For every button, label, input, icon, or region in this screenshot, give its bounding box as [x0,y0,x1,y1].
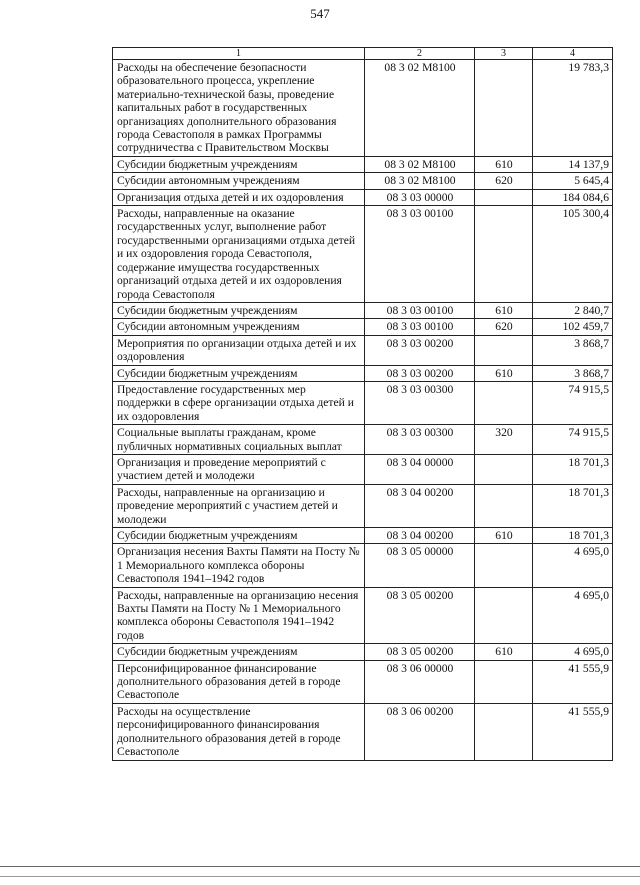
table-row [113,544,613,587]
row-expense-type: 610 [475,365,533,381]
row-expense-type [475,660,533,703]
row-name: Персонифицированное финансирование дополнительного образования детей в городе Севастополе [113,660,365,703]
row-expense-type: 610 [475,644,533,660]
row-code: 08 3 02 M8100 [365,173,475,189]
row-amount: 3 868,7 [533,335,613,365]
table-row [113,206,613,303]
header-col-3: 3 [475,48,533,60]
row-expense-type [475,335,533,365]
row-expense-type [475,454,533,484]
table-row [113,660,613,703]
budget-table [112,47,613,761]
row-name: Субсидии автономным учреждениям [113,319,365,335]
row-amount: 19 783,3 [533,60,613,157]
row-code: 08 3 06 00200 [365,703,475,760]
table-row [113,365,613,381]
row-amount: 105 300,4 [533,206,613,303]
row-name: Организация несения Вахты Памяти на Посту № 1 Мемориального комплекса обороны Севастополя 1941–1942 годов [113,544,365,587]
page-number: 547 [310,6,330,21]
row-expense-type: 610 [475,156,533,172]
header-col-1: 1 [113,48,365,60]
header-col-4: 4 [533,48,613,60]
table-row [113,335,613,365]
row-amount: 18 701,3 [533,484,613,527]
header-col-2: 2 [365,48,475,60]
table-row [113,319,613,335]
table-header-row [113,48,613,60]
row-name: Социальные выплаты гражданам, кроме публичных нормативных социальных выплат [113,425,365,455]
row-amount: 41 555,9 [533,660,613,703]
row-code: 08 3 06 00000 [365,660,475,703]
row-code: 08 3 05 00200 [365,644,475,660]
row-name: Субсидии бюджетным учреждениям [113,156,365,172]
row-code: 08 3 05 00000 [365,544,475,587]
row-expense-type: 610 [475,302,533,318]
row-expense-type [475,60,533,157]
table-row [113,156,613,172]
row-code: 08 3 03 00200 [365,365,475,381]
row-name: Субсидии бюджетным учреждениям [113,365,365,381]
row-amount: 14 137,9 [533,156,613,172]
row-code: 08 3 03 00100 [365,319,475,335]
table-row [113,302,613,318]
row-code: 08 3 03 00100 [365,302,475,318]
row-name: Расходы на осуществление персонифицированного финансирования дополнительного образования детей в городе Севастополе [113,703,365,760]
row-amount: 74 915,5 [533,425,613,455]
row-name: Субсидии бюджетным учреждениям [113,644,365,660]
row-name: Организация отдыха детей и их оздоровления [113,189,365,205]
row-expense-type [475,189,533,205]
row-amount: 4 695,0 [533,644,613,660]
row-name: Расходы, направленные на организацию несения Вахты Памяти на Посту № 1 Мемориального комплекса обороны Севастополя 1941–1942 годов [113,587,365,644]
row-code: 08 3 04 00000 [365,454,475,484]
row-amount: 74 915,5 [533,381,613,424]
row-code: 08 3 03 00000 [365,189,475,205]
table-row [113,454,613,484]
table-row [113,644,613,660]
table-row [113,189,613,205]
row-code: 08 3 02 M8100 [365,60,475,157]
row-amount: 5 645,4 [533,173,613,189]
row-code: 08 3 02 M8100 [365,156,475,172]
row-amount: 102 459,7 [533,319,613,335]
row-name: Предоставление государственных мер поддержки в сфере организации отдыха детей и их оздоровления [113,381,365,424]
row-code: 08 3 04 00200 [365,528,475,544]
row-amount: 4 695,0 [533,544,613,587]
row-code: 08 3 04 00200 [365,484,475,527]
row-code: 08 3 03 00300 [365,381,475,424]
table-row [113,173,613,189]
row-expense-type: 610 [475,528,533,544]
row-amount: 3 868,7 [533,365,613,381]
table-row [113,528,613,544]
row-amount: 184 084,6 [533,189,613,205]
row-expense-type: 320 [475,425,533,455]
row-code: 08 3 03 00200 [365,335,475,365]
scan-edge-line [0,866,640,867]
table-row [113,703,613,760]
row-name: Мероприятия по организации отдыха детей и их оздоровления [113,335,365,365]
row-name: Субсидии бюджетным учреждениям [113,302,365,318]
row-amount: 18 701,3 [533,528,613,544]
row-expense-type [475,206,533,303]
row-name: Субсидии автономным учреждениям [113,173,365,189]
row-name: Субсидии бюджетным учреждениям [113,528,365,544]
row-code: 08 3 05 00200 [365,587,475,644]
row-expense-type [475,703,533,760]
row-name: Расходы, направленные на организацию и проведение мероприятий с участием детей и молодежи [113,484,365,527]
row-name: Организация и проведение мероприятий с участием детей и молодежи [113,454,365,484]
row-amount: 4 695,0 [533,587,613,644]
scan-edge-line [0,876,640,877]
row-amount: 18 701,3 [533,454,613,484]
row-expense-type [475,381,533,424]
row-code: 08 3 03 00100 [365,206,475,303]
table-row [113,587,613,644]
row-amount: 2 840,7 [533,302,613,318]
table-row [113,60,613,157]
row-expense-type: 620 [475,319,533,335]
table-row [113,484,613,527]
row-name: Расходы, направленные на оказание государственных услуг, выполнение работ государственными организациями отдыха детей и их оздоровления города Севастополя, содержание имущества государственных организаций отдыха детей и их оздоровления города Севастополя [113,206,365,303]
table-row [113,381,613,424]
row-expense-type [475,544,533,587]
table-row [113,425,613,455]
row-amount: 41 555,9 [533,703,613,760]
row-expense-type: 620 [475,173,533,189]
row-name: Расходы на обеспечение безопасности образовательного процесса, укрепление материально-технической базы, проведение капитальных работ в государственных организациях дополнительного образования города Севастополя в рамках Программы сотрудничества с Правительством Москвы [113,60,365,157]
row-expense-type [475,587,533,644]
row-expense-type [475,484,533,527]
row-code: 08 3 03 00300 [365,425,475,455]
